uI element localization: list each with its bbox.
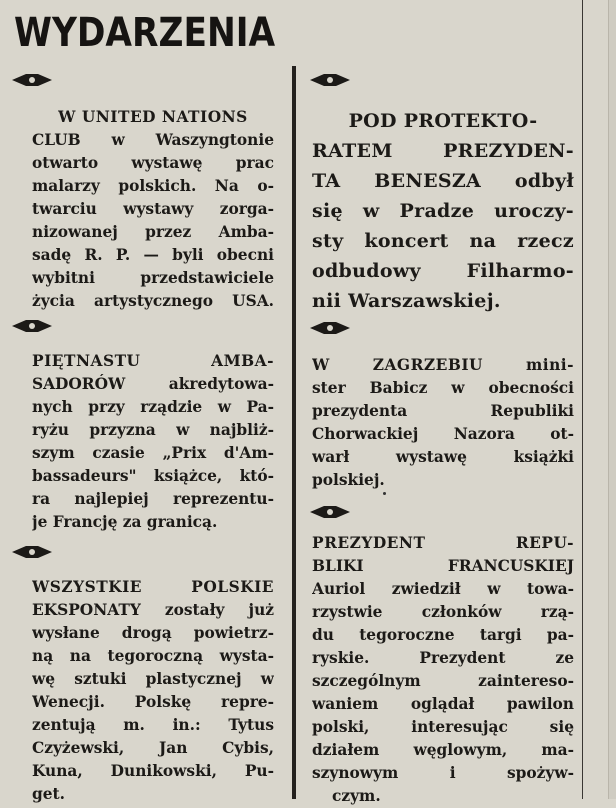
article-line: RATEM PREZYDEN-	[312, 140, 574, 162]
article-line: ryskie. Prezydent ze	[312, 649, 574, 667]
right-border-rule	[582, 0, 583, 799]
article-line: W ZAGRZEBIU mini-	[312, 356, 574, 374]
article-line: PIĘTNASTU AMBA-	[32, 352, 274, 370]
diamond-ornament-icon	[12, 72, 52, 88]
article-line: szynowym i spożyw-	[312, 764, 574, 782]
article-line: wysłane drogą powietrz-	[32, 624, 274, 642]
right-margin	[608, 0, 616, 799]
article-benes-concert	[312, 106, 574, 316]
article-line: nych przy rządzie w Pa-	[32, 398, 274, 416]
article-line: rzystwie członków rzą-	[312, 603, 574, 621]
article-line: PREZYDENT REPU-	[312, 534, 574, 552]
article-zagreb-exhibition	[312, 354, 574, 492]
page-title: WYDARZENIA	[14, 10, 276, 56]
article-line: Czyżewski, Jan Cybis,	[32, 739, 274, 757]
article-line: warł wystawę książki	[312, 448, 574, 466]
article-ambassadors-prize	[32, 350, 274, 534]
article-line: CLUB w Waszyngtonie	[32, 131, 274, 149]
article-line: sty koncert na rzecz	[312, 230, 574, 252]
article-polish-exhibits	[32, 576, 274, 806]
diamond-ornament-icon	[310, 72, 350, 88]
diamond-ornament-icon	[12, 544, 52, 560]
article-line: malarzy polskich. Na o-	[32, 177, 274, 195]
article-line: czym.	[332, 787, 381, 805]
article-auriol-paris-fair	[312, 532, 574, 808]
article-line: Auriol zwiedził w towa-	[312, 580, 574, 598]
article-line: prezydenta Republiki	[312, 402, 574, 420]
article-line: się w Pradze uroczy-	[312, 200, 574, 222]
article-line: TA BENESZA odbył	[312, 170, 574, 192]
article-line: nizowanej przez Amba-	[32, 223, 274, 241]
article-line: szczególnym zaintereso-	[312, 672, 574, 690]
diamond-ornament-icon	[310, 320, 350, 336]
article-line: WSZYSTKIE POLSKIE	[32, 578, 274, 596]
article-line: odbudowy Filharmo-	[312, 260, 574, 282]
article-line: polskiej.	[312, 471, 385, 489]
article-line: wybitni przedstawiciele	[32, 269, 274, 287]
diamond-ornament-icon	[12, 318, 52, 334]
article-united-nations-club	[32, 106, 274, 313]
article-line: du tegoroczne targi pa-	[312, 626, 574, 644]
article-line: działem węglowym, ma-	[312, 741, 574, 759]
article-line: sadę R. P. — byli obecni	[32, 246, 274, 264]
article-line: ną na tegoroczną wysta-	[32, 647, 274, 665]
article-line: otwarto wystawę prac	[32, 154, 274, 172]
article-line: Kuna, Dunikowski, Pu-	[32, 762, 274, 780]
article-line: ra najlepiej reprezentu-	[32, 490, 274, 508]
article-line: ster Babicz w obecności	[312, 379, 574, 397]
article-line: bassadeurs" książce, któ-	[32, 467, 274, 485]
article-line: waniem oglądał pawilon	[312, 695, 574, 713]
article-line: życia artystycznego USA.	[32, 292, 274, 310]
article-line: BLIKI FRANCUSKIEJ	[312, 557, 574, 575]
article-line: szym czasie „Prix d'Am-	[32, 444, 274, 462]
article-line: POD PROTEKTO-	[348, 110, 538, 132]
article-line: EKSPONATY zostały już	[32, 601, 274, 619]
article-line: SADORÓW akredytowa-	[32, 375, 274, 393]
article-line: je Francję za granicą.	[32, 513, 218, 531]
article-line: nii Warszawskiej.	[312, 290, 501, 312]
column-divider	[292, 66, 296, 799]
article-line: polski, interesując się	[312, 718, 574, 736]
article-line: zentują m. in.: Tytus	[32, 716, 274, 734]
article-line: wę sztuki plastycznej w	[32, 670, 274, 688]
article-line: twarciu wystawy zorga-	[32, 200, 274, 218]
article-line: W UNITED NATIONS	[58, 108, 248, 126]
article-line: get.	[32, 785, 66, 803]
print-speck	[383, 492, 386, 495]
article-line: ryżu przyzna w najbliż-	[32, 421, 274, 439]
article-line: Chorwackiej Nazora ot-	[312, 425, 574, 443]
article-line: Wenecji. Polskę repre-	[32, 693, 274, 711]
diamond-ornament-icon	[310, 504, 350, 520]
